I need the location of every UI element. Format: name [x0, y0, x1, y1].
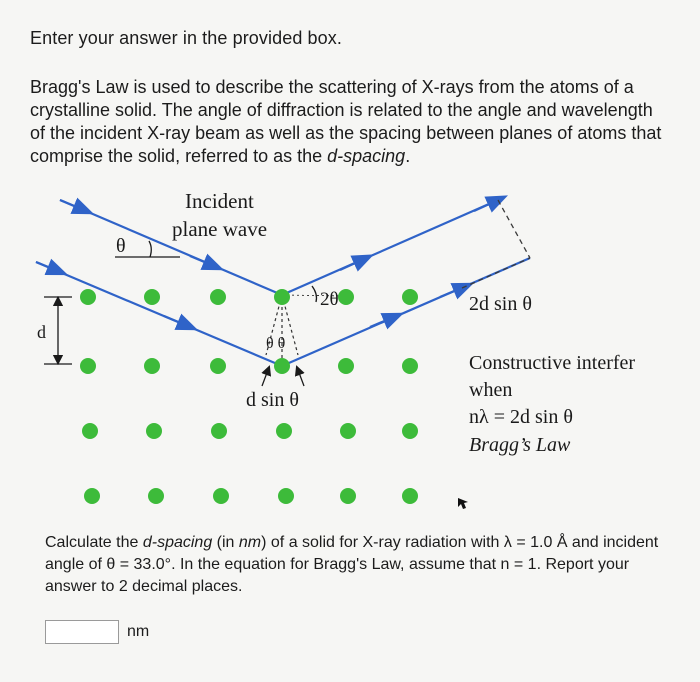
question-n: n = 1	[500, 556, 537, 573]
atom	[213, 488, 229, 504]
question-unit: nm	[238, 534, 262, 551]
instruction-text: Enter your answer in the provided box.	[30, 28, 342, 48]
constructive-label-1: Constructive interfer	[469, 352, 636, 374]
two-theta-label: 2θ	[320, 289, 339, 310]
atom	[340, 488, 356, 504]
bragg-law-label: Bragg’s Law	[469, 434, 571, 456]
theta-arc	[149, 241, 151, 257]
atom	[276, 423, 292, 439]
intro-term: d-spacing	[327, 146, 406, 166]
diffracted-arrow-top-1	[340, 259, 364, 270]
atom	[402, 423, 418, 439]
atom	[146, 423, 162, 439]
atom	[80, 289, 96, 305]
question-theta: θ = 33.0°	[106, 556, 172, 573]
incident-beam-top	[60, 200, 282, 295]
question-lambda: λ = 1.0 Å	[503, 534, 568, 551]
question-part-6: . Report your answer to 2 decimal places.	[45, 556, 630, 595]
atom	[338, 358, 354, 374]
intro-paragraph	[30, 76, 670, 168]
question-part-3: ) of a solid for X-ray radiation with	[261, 534, 504, 551]
question-part-5: . In the equation for Bragg's Law, assume that	[171, 556, 501, 573]
atom	[210, 289, 226, 305]
atom	[278, 488, 294, 504]
bragg-diagram	[0, 180, 700, 520]
two-theta-arc	[312, 286, 317, 302]
path-difference-label: 2d sin θ	[469, 293, 532, 315]
atom	[82, 423, 98, 439]
atom	[338, 289, 354, 305]
wavefront-bottom	[462, 258, 530, 288]
atom	[210, 358, 226, 374]
question-part-2: (in	[212, 534, 239, 551]
atom	[274, 358, 290, 374]
answer-input[interactable]	[45, 620, 119, 644]
atom	[211, 423, 227, 439]
constructive-label-2: when	[469, 379, 513, 401]
incident-arrow-top-2	[190, 256, 214, 266]
bragg-diagram-svg	[0, 180, 700, 520]
atom	[80, 358, 96, 374]
atom	[274, 289, 290, 305]
d-sin-theta-label: d sin θ	[246, 389, 299, 411]
intro-end: .	[405, 146, 411, 166]
diffracted-arrow-bottom-1	[370, 317, 394, 327]
incident-arrow-bottom-2	[164, 316, 188, 326]
bragg-equation: nλ = 2d sin θ	[469, 406, 573, 428]
incident-beam-bottom	[36, 262, 282, 366]
answer-unit: nm	[127, 623, 150, 640]
atom	[402, 358, 418, 374]
incident-label-1: Incident	[185, 189, 254, 213]
diffracted-arrow-top-2	[474, 200, 498, 211]
question-part-4: and incident angle of	[45, 534, 659, 573]
incident-arrow-bottom-1	[36, 262, 58, 271]
wavefront-right	[498, 200, 530, 258]
question-text	[45, 532, 665, 598]
question-part-1: Calculate the	[45, 534, 143, 551]
atom	[144, 358, 160, 374]
dsin-arrow-right	[298, 370, 304, 386]
atom	[402, 289, 418, 305]
atom	[144, 289, 160, 305]
answer-row	[45, 620, 149, 644]
theta-label: θ	[116, 235, 126, 257]
cursor-icon	[458, 498, 468, 509]
intro-text: Bragg's Law is used to describe the scattering of X-rays from the atoms of a crystalline solid. The angle of diffraction is related to the angle and wavelength of the incident X-ray beam as well as the spacing between planes of atoms that comprise the solid, referred to as the	[30, 77, 662, 166]
incident-label-2: plane wave	[172, 217, 268, 241]
d-label: d	[37, 322, 46, 342]
atom	[340, 423, 356, 439]
atom	[148, 488, 164, 504]
question-term: d-spacing	[142, 534, 213, 551]
diffracted-beam-top	[282, 200, 498, 295]
incident-arrow-top-1	[60, 200, 84, 210]
atom	[84, 488, 100, 504]
dsin-arrow-left	[262, 370, 268, 386]
theta-theta-label: θ θ	[266, 335, 286, 352]
atom	[402, 488, 418, 504]
diffracted-arrow-bottom-2	[440, 287, 464, 297]
